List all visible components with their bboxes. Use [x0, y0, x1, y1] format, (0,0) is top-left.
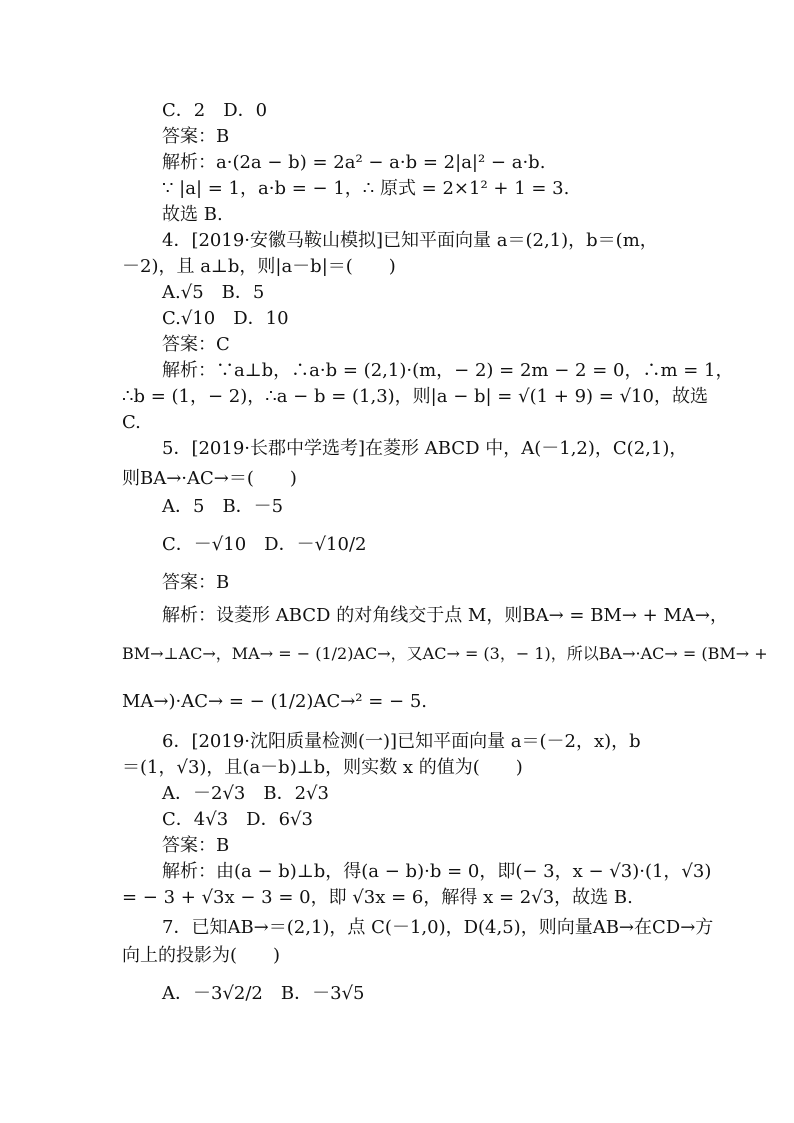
question-7-stem: 7．已知AB→＝(2,1)，点 C(－1,0)，D(4,5)，则向量AB→在CD→方	[162, 917, 714, 938]
question-5-analysis-end: MA→)·AC→ = − (1/2)AC→² = − 5.	[122, 691, 428, 712]
question-7-options-ab: A．－3√2/2 B．－3√5	[162, 983, 365, 1004]
question-5-options-cd: C．－√10 D．－√10/2	[162, 534, 367, 555]
question-7-stem-cont: 向上的投影为( )	[122, 945, 281, 966]
question-6-answer: 答案：B	[162, 835, 230, 856]
question-6-options-ab: A．－2√3 B．2√3	[162, 783, 329, 804]
question-5-stem-cont: 则BA→·AC→＝( )	[122, 468, 297, 489]
analysis-line: ∵ |a| = 1，a·b = − 1，∴ 原式 = 2×1² + 1 = 3.	[162, 178, 570, 199]
question-4-stem: 4．[2019·安徽马鞍山模拟]已知平面向量 a＝(2,1)，b＝(m，	[162, 230, 658, 251]
question-6-stem-cont: ＝(1，√3)，且(a－b)⊥b，则实数 x 的值为( )	[122, 757, 523, 778]
question-4-answer: 答案：C	[162, 334, 230, 355]
option-line-c-d: C．2 D．0	[162, 100, 268, 121]
answer-line: 答案：B	[162, 126, 230, 147]
question-6-analysis-cont: = − 3 + √3x − 3 = 0，即 √3x = 6，解得 x = 2√3，故选 B.	[122, 887, 633, 908]
question-5-analysis-cont: BM→⊥AC→，MA→ = − (1/2)AC→，又AC→ = (3，− 1)，所以BA→·AC→ = (BM→ +	[122, 644, 768, 663]
question-4-analysis-cont: ∴b = (1，− 2)，∴a − b = (1,3)，则|a − b| = √(1 + 9) = √10，故选	[122, 386, 708, 407]
question-6-analysis: 解析：由(a − b)⊥b，得(a − b)·b = 0，即(− 3，x − √3)·(1，√3)	[162, 861, 712, 882]
question-4-options-ab: A.√5 B．5	[162, 282, 265, 303]
analysis-line: 解析：a·(2a − b) = 2a² − a·b = 2|a|² − a·b.	[162, 152, 546, 173]
question-6-stem: 6．[2019·沈阳质量检测(一)]已知平面向量 a＝(－2，x)，b	[162, 731, 641, 752]
question-4-analysis-end: C.	[122, 412, 141, 433]
question-4-options-cd: C.√10 D．10	[162, 308, 289, 329]
question-5-stem: 5．[2019·长郡中学选考]在菱形 ABCD 中，A(－1,2)，C(2,1)，	[162, 438, 688, 459]
question-6-options-cd: C．4√3 D．6√3	[162, 809, 313, 830]
question-4-analysis: 解析：∵a⊥b，∴a·b = (2,1)·(m，− 2) = 2m − 2 = 0，∴m = 1，	[162, 360, 734, 381]
conclusion-line: 故选 B.	[162, 204, 223, 225]
question-5-answer: 答案：B	[162, 572, 230, 593]
question-4-stem-cont: －2)，且 a⊥b，则|a－b|＝( )	[122, 256, 396, 277]
question-5-analysis: 解析：设菱形 ABCD 的对角线交于点 M，则BA→ = BM→ + MA→，	[162, 605, 728, 626]
question-5-options-ab: A．5 B．－5	[162, 496, 284, 517]
